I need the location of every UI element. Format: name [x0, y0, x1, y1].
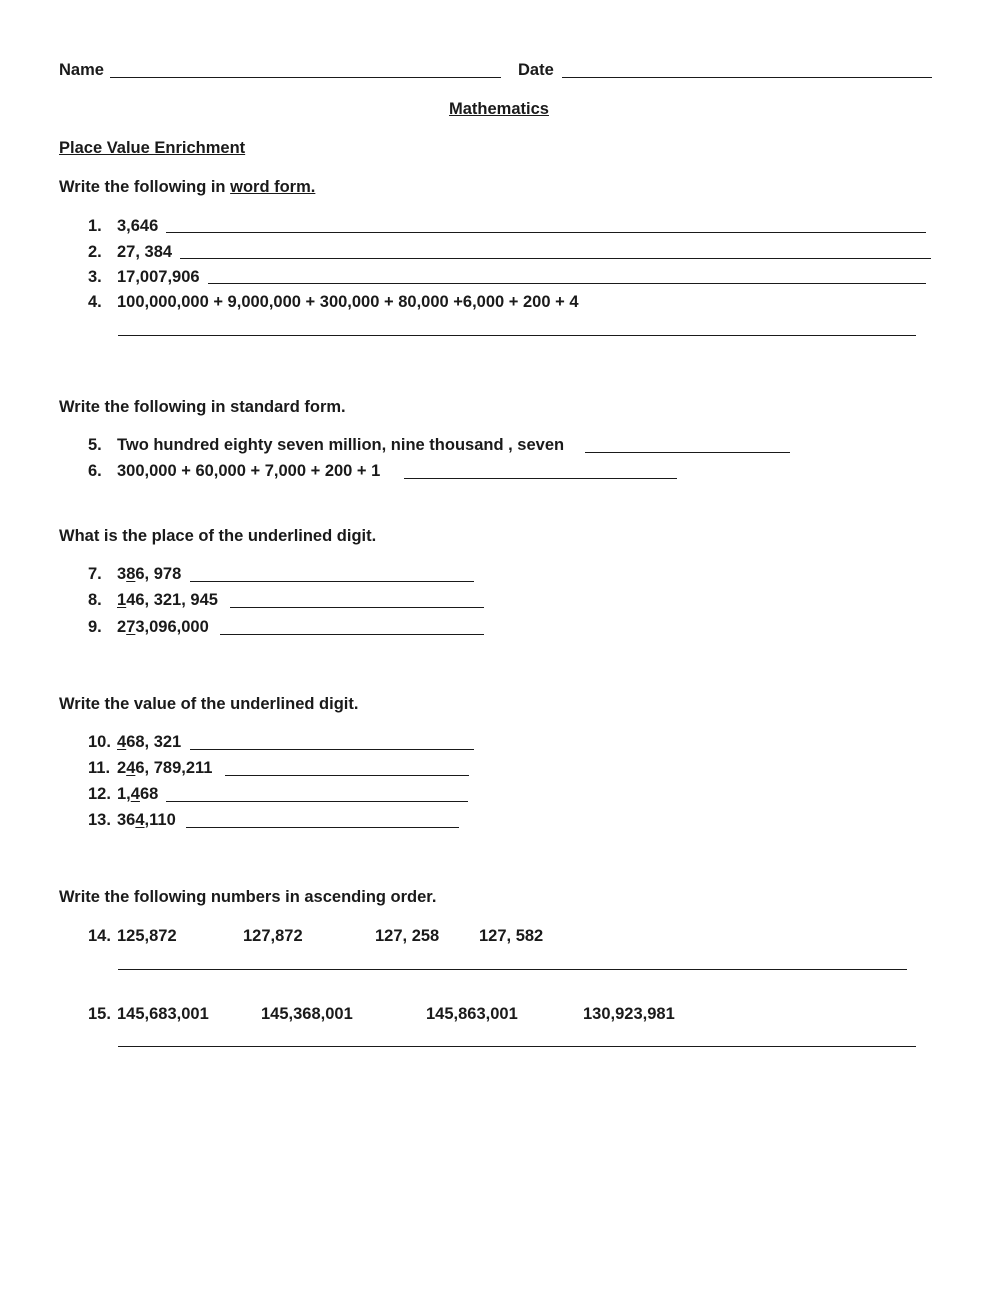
number-part: 1,	[117, 785, 131, 803]
question-3	[88, 267, 200, 287]
name-label: Name	[59, 61, 104, 79]
instruction-place-of-digit: What is the place of the underlined digit.	[59, 527, 377, 545]
number-option: 127, 258	[375, 927, 440, 945]
number-part: 36	[117, 811, 136, 829]
question-14-number: 14.	[88, 927, 111, 945]
number-option: 127,872	[243, 927, 303, 945]
answer-line-1[interactable]	[166, 232, 926, 233]
instruction-standard-form: Write the following in standard form.	[59, 398, 346, 416]
number-part: 6, 789,211	[135, 759, 213, 777]
question-number: 3.	[88, 268, 102, 286]
question-12	[88, 784, 158, 804]
instruction-ascending-order: Write the following numbers in ascending order.	[59, 888, 437, 906]
underlined-digit: 4	[126, 759, 136, 777]
answer-line-6[interactable]	[404, 478, 677, 479]
question-number: 8.	[88, 591, 102, 609]
question-13	[88, 810, 176, 830]
answer-line-10[interactable]	[190, 749, 474, 750]
answer-line-2[interactable]	[180, 258, 931, 259]
question-number: 11.	[88, 759, 111, 777]
number-option: 125,872	[117, 927, 177, 945]
number-part: 3	[117, 565, 127, 583]
question-number: 13.	[88, 811, 111, 829]
question-10	[88, 732, 181, 752]
underlined-digit: 4	[135, 811, 145, 829]
question-15-number: 15.	[88, 1005, 111, 1023]
number-option: 127, 582	[479, 927, 544, 945]
underlined-digit: 4	[130, 785, 140, 803]
answer-line-12[interactable]	[166, 801, 468, 802]
number-part: ,110	[144, 811, 176, 829]
answer-line-7[interactable]	[190, 581, 474, 582]
instruction-underlined-text: word form.	[230, 178, 316, 196]
number-option: 145,863,001	[426, 1005, 518, 1023]
answer-line-9[interactable]	[220, 634, 484, 635]
answer-line-13[interactable]	[186, 827, 459, 828]
instruction-value-of-digit: Write the value of the underlined digit.	[59, 695, 359, 713]
question-2	[88, 242, 172, 262]
number-option: 145,683,001	[117, 1005, 209, 1023]
number-part: 2	[117, 759, 127, 777]
question-text: 100,000,000 + 9,000,000 + 300,000 + 80,000 +6,000 + 200 + 4	[117, 293, 579, 311]
question-5	[88, 435, 564, 455]
question-text: 300,000 + 60,000 + 7,000 + 200 + 1	[117, 462, 381, 480]
number-part: 68, 321	[126, 733, 182, 751]
number-part: 6, 978	[135, 565, 182, 583]
underlined-digit: 1	[117, 591, 127, 609]
question-4	[88, 292, 579, 312]
question-number: 9.	[88, 618, 102, 636]
number-part: 3,096,000	[135, 618, 209, 636]
date-answer-line[interactable]	[562, 77, 932, 78]
question-6	[88, 461, 380, 481]
page-title: Mathematics	[449, 100, 549, 118]
instruction-word-form	[59, 177, 315, 197]
date-label: Date	[518, 61, 554, 79]
answer-line-11[interactable]	[225, 775, 469, 776]
number-option: 130,923,981	[583, 1005, 675, 1023]
question-number: 1.	[88, 217, 102, 235]
number-part: 2	[117, 618, 127, 636]
question-number: 7.	[88, 565, 102, 583]
question-11	[88, 758, 212, 778]
question-text: 27, 384	[117, 243, 173, 261]
number-part: 46, 321, 945	[126, 591, 218, 609]
answer-line-15[interactable]	[118, 1046, 916, 1047]
question-9	[88, 617, 209, 637]
underlined-digit: 8	[126, 565, 136, 583]
underlined-digit: 7	[126, 618, 136, 636]
question-text: 3,646	[117, 217, 159, 235]
answer-line-4[interactable]	[118, 335, 916, 336]
question-text: 17,007,906	[117, 268, 200, 286]
number-option: 145,368,001	[261, 1005, 353, 1023]
question-1	[88, 216, 158, 236]
question-number: 2.	[88, 243, 102, 261]
instruction-text: Write the following in	[59, 178, 231, 196]
answer-line-14[interactable]	[118, 969, 907, 970]
question-number: 4.	[88, 293, 102, 311]
question-8	[88, 590, 218, 610]
question-number: 12.	[88, 785, 111, 803]
question-number: 10.	[88, 733, 111, 751]
number-part: 68	[139, 785, 159, 803]
answer-line-8[interactable]	[230, 607, 484, 608]
section-subtitle: Place Value Enrichment	[59, 139, 246, 157]
question-number: 5.	[88, 436, 102, 454]
underlined-digit: 4	[117, 733, 127, 751]
question-text: Two hundred eighty seven million, nine thousand , seven	[117, 436, 565, 454]
question-7	[88, 564, 181, 584]
question-number: 6.	[88, 462, 102, 480]
answer-line-5[interactable]	[585, 452, 790, 453]
answer-line-3[interactable]	[208, 283, 926, 284]
name-answer-line[interactable]	[110, 77, 501, 78]
